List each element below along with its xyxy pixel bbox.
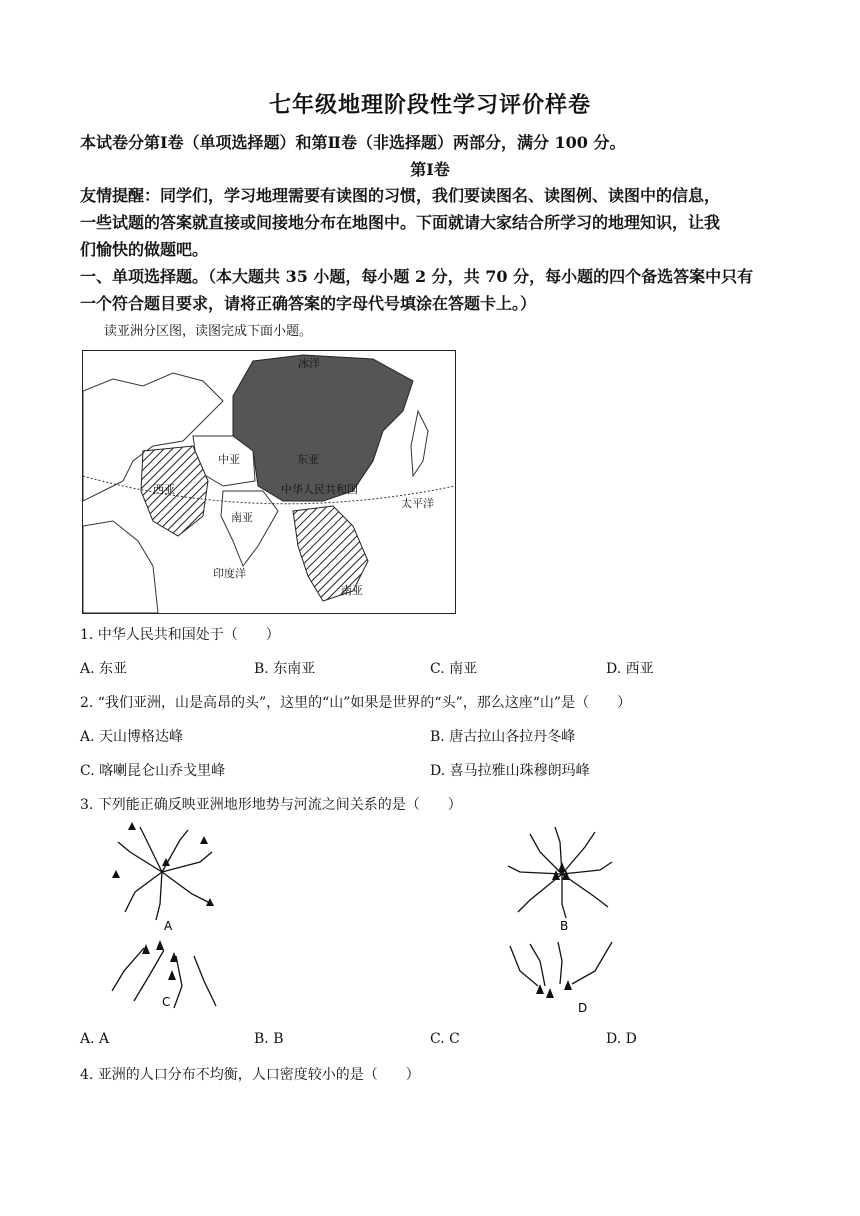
diagram-c-label: C <box>162 995 171 1009</box>
label-china: 中华人民共和国 <box>281 483 358 496</box>
question-2-stem: 2. “我们亚洲，山是高昂的头”，这里的“山”如果是世界的“头”，那么这座“山”是（ ） <box>80 695 632 711</box>
map-intro: 读亚洲分区图，读图完成下面小题。 <box>104 324 313 339</box>
river-diagram-b <box>500 822 630 934</box>
label-indian-ocean: 印度洋 <box>213 567 246 580</box>
diagram-d-label: D <box>578 1001 588 1015</box>
question-2-option-b[interactable]: B. 唐古拉山各拉丹冬峰 <box>430 729 576 745</box>
question-3-stem: 3. 下列能正确反映亚洲地形地势与河流之间关系的是（ ） <box>80 797 462 813</box>
label-pacific-ocean: 太平洋 <box>401 497 434 510</box>
question-3-option-c[interactable]: C. C <box>430 1031 460 1047</box>
asia-region-map <box>82 350 456 614</box>
question-2-option-d[interactable]: D. 喜马拉雅山珠穆朗玛峰 <box>430 763 590 779</box>
tip-line-3: 们愉快的做题吧。 <box>80 240 209 259</box>
page-title: 七年级地理阶段性学习评价样卷 <box>268 92 591 118</box>
diagram-a-label: A <box>164 919 173 933</box>
exam-description: 本试卷分第Ⅰ卷（单项选择题）和第Ⅱ卷（非选择题）两部分，满分 100 分。 <box>80 133 626 152</box>
tip-line-1: 友情提醒：同学们，学习地理需要有读图的习惯，我们要读图名、读图例、读图中的信息， <box>80 186 721 205</box>
label-west-asia: 西亚 <box>153 483 175 496</box>
label-east-asia: 东亚 <box>297 453 319 466</box>
section-line-1: 一、单项选择题。（本大题共 35 小题，每小题 2 分，共 70 分，每小题的四个备选答案中只有 <box>80 267 754 286</box>
river-diagram-d <box>500 936 630 1016</box>
diagram-b-label: B <box>560 919 569 933</box>
question-1-option-b[interactable]: B. 东南亚 <box>254 661 316 677</box>
label-central-asia: 中亚 <box>218 453 240 466</box>
question-4-stem: 4. 亚洲的人口分布不均衡，人口密度较小的是（ ） <box>80 1067 420 1083</box>
question-2-option-c[interactable]: C. 喀喇昆仑山乔戈里峰 <box>80 763 226 779</box>
question-1-option-a[interactable]: A. 东亚 <box>80 661 128 677</box>
question-2-option-a[interactable]: A. 天山博格达峰 <box>80 729 184 745</box>
river-diagram-a <box>100 822 230 934</box>
tip-line-2: 一些试题的答案就直接或间接地分布在地图中。下面就请大家结合所学习的地理知识，让我 <box>80 213 721 232</box>
question-1-option-c[interactable]: C. 南亚 <box>430 661 478 677</box>
label-arctic-ocean: 冰洋 <box>298 357 320 370</box>
label-southeast-asia: 南亚 <box>341 584 363 597</box>
question-3-option-b[interactable]: B. B <box>254 1031 284 1047</box>
question-3-option-a[interactable]: A. A <box>80 1031 110 1047</box>
question-1-option-d[interactable]: D. 西亚 <box>606 661 654 677</box>
question-1-stem: 1. 中华人民共和国处于（ ） <box>80 627 280 643</box>
label-south-asia: 南亚 <box>231 511 253 524</box>
map-drawing <box>83 351 455 613</box>
section-line-2: 一个符合题目要求，请将正确答案的字母代号填涂在答题卡上。） <box>80 294 537 313</box>
volume-heading: 第Ⅰ卷 <box>410 160 450 179</box>
river-diagram-c <box>104 936 234 1016</box>
question-3-option-d[interactable]: D. D <box>606 1031 637 1047</box>
